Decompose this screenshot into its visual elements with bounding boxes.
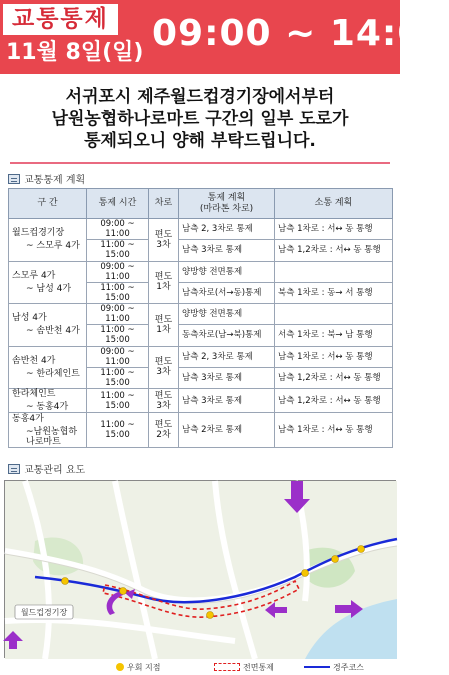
time-cell: 11:00 ~ 15:00 <box>87 367 149 388</box>
time-cell: 09:00 ~ 11:00 <box>87 346 149 367</box>
traffic-control-badge: 교통통제 <box>3 4 118 35</box>
time-cell: 09:00 ~ 11:00 <box>87 261 149 282</box>
plan-cell: 남측 2, 3차로 통제 <box>179 346 275 367</box>
map-legend <box>4 661 396 675</box>
plan-cell: 남측차로(서→동)통제 <box>179 282 275 303</box>
map-canvas <box>5 481 397 659</box>
legend-course <box>304 661 364 675</box>
table-row <box>9 389 393 413</box>
table-row <box>9 346 393 367</box>
lane-cell: 편도 2차 <box>149 413 179 448</box>
detour-cell: 남측 1,2차로 : 서↔ 동 통행 <box>275 367 393 388</box>
notice-line: 서귀포시 제주월드컵경기장에서부터 <box>65 87 335 107</box>
header-plan-line2: (마라톤 차로) <box>199 203 254 214</box>
plan-cell: 양방향 전면통제 <box>179 304 275 325</box>
section-cell <box>9 261 87 304</box>
closure-box-icon <box>214 663 240 671</box>
detour-cell: 남측 1차로 : 서↔ 동 통행 <box>275 219 393 240</box>
plan-cell: 남측 3차로 통제 <box>179 389 275 413</box>
lane-cell: 편도 1차 <box>149 304 179 347</box>
header-plan-line1: 통제 계획 <box>207 192 246 203</box>
time-cell: 11:00 ~ 15:00 <box>87 413 149 448</box>
control-date: 11월 8일(일) <box>6 40 144 65</box>
traffic-map <box>4 480 396 658</box>
plan-cell: 남측 3차로 통제 <box>179 240 275 261</box>
lane-cell: 편도 1차 <box>149 261 179 304</box>
lane-cell: 편도 3차 <box>149 219 179 262</box>
table-row <box>9 219 393 240</box>
time-cell: 09:00 ~ 11:00 <box>87 219 149 240</box>
detour-cell: 서측 1차로 : 북→ 남 통행 <box>275 325 393 346</box>
detour-cell: 남측 1차로 : 서↔ 동 통행 <box>275 413 393 448</box>
header-section: 구 간 <box>9 189 87 219</box>
list-icon <box>8 174 20 184</box>
time-cell: 11:00 ~ 15:00 <box>87 240 149 261</box>
detour-cell: 북측 1차로 : 동→ 서 통행 <box>275 282 393 303</box>
plan-section-label: 교통통제 계획 <box>24 175 86 186</box>
notice-text <box>0 86 400 152</box>
plan-cell: 남측 2차로 통제 <box>179 413 275 448</box>
header-lane: 차로 <box>149 189 179 219</box>
plan-cell: 양방향 전면통제 <box>179 261 275 282</box>
detour-point-icon <box>116 663 124 671</box>
section-cell <box>9 389 87 413</box>
section-to: ~ 솜반천 4가 <box>26 326 80 337</box>
time-cell: 11:00 ~ 15:00 <box>87 282 149 303</box>
place-label-worldcup: 월드컵경기장 <box>20 608 68 617</box>
detour-cell <box>275 261 393 282</box>
detour-cell: 남측 1차로 : 서↔ 동 통행 <box>275 346 393 367</box>
section-to: ~ 한라체인트 <box>26 368 80 379</box>
section-from: 한라체인트 <box>12 389 56 400</box>
detour-cell <box>275 304 393 325</box>
header-time: 통제 시간 <box>87 189 149 219</box>
time-cell: 09:00 ~ 11:00 <box>87 304 149 325</box>
divider <box>10 162 390 164</box>
section-to: ~ 스모루 4가 <box>26 241 80 252</box>
control-time-range: 09:00 ~ 14:00 <box>152 13 449 54</box>
legend-detour-label: 우회 지점 <box>127 663 161 672</box>
lane-cell: 편도 3차 <box>149 389 179 413</box>
detour-cell: 남측 1,2차로 : 서↔ 동 통행 <box>275 389 393 413</box>
table-row <box>9 304 393 325</box>
section-from: 남성 4가 <box>12 313 47 324</box>
table-row <box>9 261 393 282</box>
time-cell: 11:00 ~ 15:00 <box>87 325 149 346</box>
lane-cell: 편도 3차 <box>149 346 179 389</box>
section-cell <box>9 346 87 389</box>
table-row <box>9 413 393 448</box>
legend-full-label: 전면통제 <box>243 663 274 672</box>
header-plan <box>179 189 275 219</box>
legend-detour <box>116 661 160 675</box>
control-plan-table <box>8 188 393 448</box>
plan-section-title <box>8 174 85 188</box>
map-section-label: 교통관리 요도 <box>24 465 86 476</box>
section-from: 동홍4가 <box>12 413 44 424</box>
section-to: ~ 남성 4가 <box>26 283 72 294</box>
section-from: 솜반천 4가 <box>12 355 56 366</box>
header-detour: 소통 계획 <box>275 189 393 219</box>
plan-cell: 남측 2, 3차로 통제 <box>179 219 275 240</box>
section-from: 스모루 4가 <box>12 270 56 281</box>
map-section-title <box>8 464 85 478</box>
table-header-row <box>9 189 393 219</box>
course-line-icon <box>304 666 330 668</box>
section-cell <box>9 304 87 347</box>
plan-cell: 동측차로(남→북)통제 <box>179 325 275 346</box>
section-cell <box>9 413 87 448</box>
legend-full-closure <box>214 661 274 675</box>
time-cell: 11:00 ~ 15:00 <box>87 389 149 413</box>
list-icon <box>8 464 20 474</box>
legend-course-label: 경주코스 <box>333 663 364 672</box>
plan-cell: 남측 3차로 통제 <box>179 367 275 388</box>
notice-line: 남원농협하나로마트 구간의 일부 도로가 <box>51 109 349 129</box>
detour-cell: 남측 1,2차로 : 서↔ 동 통행 <box>275 240 393 261</box>
section-to: ~ 동홍4가 <box>26 402 69 413</box>
section-cell <box>9 219 87 262</box>
section-to: ~남원농협하나로마트 <box>26 426 78 447</box>
section-from: 월드컵경기장 <box>12 228 65 239</box>
header-banner <box>0 0 449 74</box>
notice-line: 통제되오니 양해 부탁드립니다. <box>84 131 316 151</box>
